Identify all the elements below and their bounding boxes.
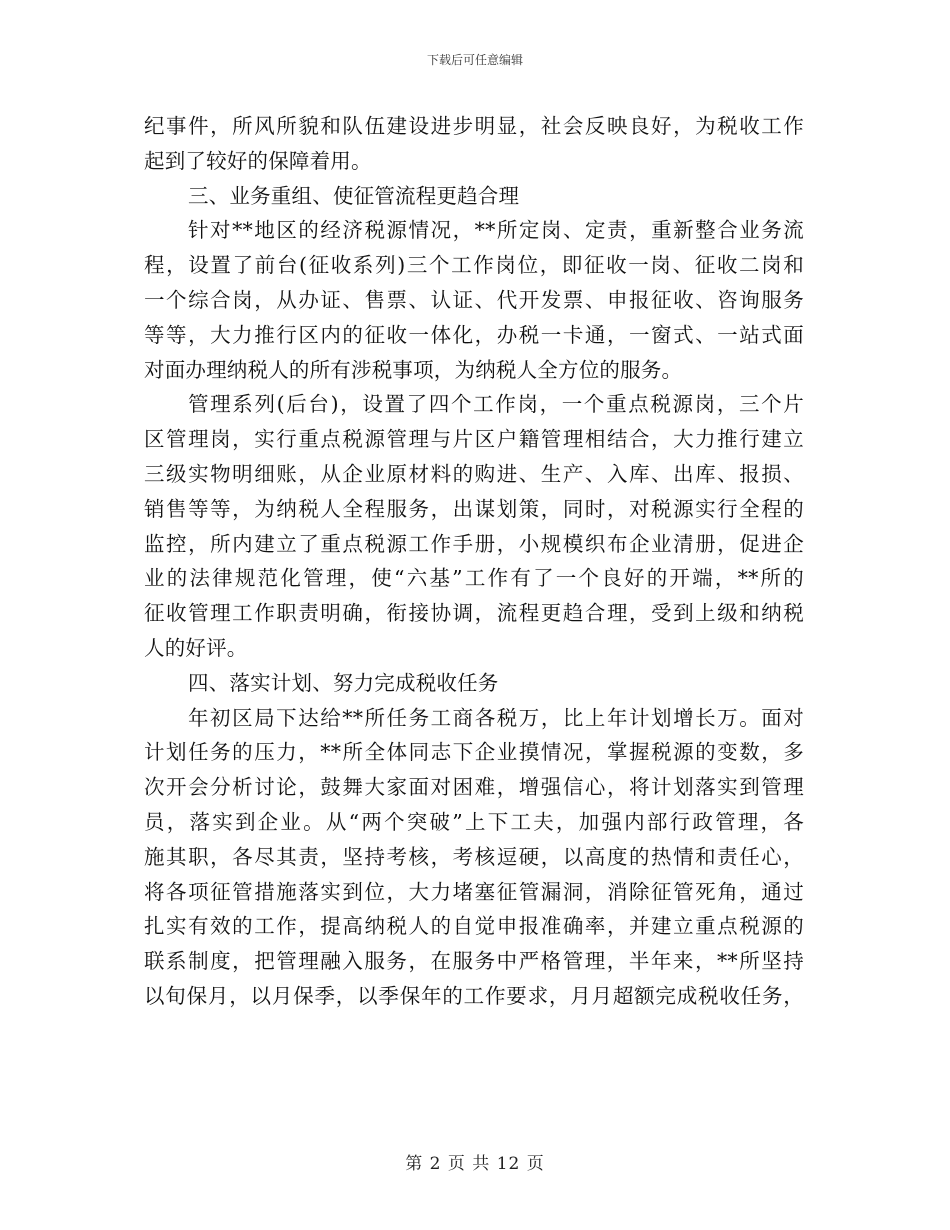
text-line: 员，落实到企业。从“两个突破”上下工夫，加强内部行政管理，各	[144, 809, 804, 834]
text-line: 人的好评。	[144, 635, 248, 660]
text-line: 以旬保月，以月保季，以季保年的工作要求，月月超额完成税收任务，	[144, 983, 804, 1008]
text-line: 起到了较好的保障着用。	[144, 148, 372, 173]
text-line: 销售等等，为纳税人全程服务，出谋划策，同时，对税源实行全程的	[144, 496, 804, 521]
text-line: 纪事件，所风所貌和队伍建设进步明显，社会反映良好，为税收工作	[144, 114, 804, 138]
text-line: 区管理岗，实行重点税源管理与片区户籍管理相结合，大力推行建立	[144, 427, 804, 452]
text-line: 征收管理工作职责明确，衔接协调，流程更趋合理，受到上级和纳税	[144, 601, 804, 626]
text-line: 年初区局下达给**所任务工商各税万，比上年计划增长万。面对	[188, 705, 804, 730]
text-line: 管理系列(后台)，设置了四个工作岗，一个重点税源岗，三个片	[188, 392, 804, 417]
text-line: 次开会分析讨论，鼓舞大家面对困难，增强信心，将计划落实到管理	[144, 775, 804, 800]
text-line: 联系制度，把管理融入服务，在服务中严格管理，半年来，**所坚持	[144, 949, 804, 974]
text-line: 三、业务重组、使征管流程更趋合理	[188, 183, 520, 208]
text-line: 计划任务的压力，**所全体同志下企业摸情况，掌握税源的变数，多	[144, 740, 804, 765]
text-line: 程，设置了前台(征收系列)三个工作岗位，即征收一岗、征收二岗和	[144, 253, 804, 278]
text-line: 等等，大力推行区内的征收一体化，办税一卡通，一窗式、一站式面	[144, 322, 804, 347]
text-line: 扎实有效的工作，提高纳税人的自觉申报准确率，并建立重点税源的	[144, 914, 804, 939]
page-footer: 第 2 页 共 12 页	[405, 1154, 545, 1174]
text-line: 将各项征管措施落实到位，大力堵塞征管漏洞，消除征管死角，通过	[144, 879, 804, 904]
text-line: 一个综合岗，从办证、售票、认证、代开发票、申报征收、咨询服务	[144, 287, 804, 312]
text-line: 业的法律规范化管理，使“六基”工作有了一个良好的开端，**所的	[144, 566, 804, 591]
page-header: 下载后可任意编辑	[426, 53, 523, 67]
text-line: 监控，所内建立了重点税源工作手册，小规模织布企业清册，促进企	[144, 531, 804, 556]
text-line: 三级实物明细账，从企业原材料的购进、生产、入库、出库、报损、	[144, 461, 804, 486]
document-body	[144, 109, 804, 1014]
text-line: 对面办理纳税人的所有涉税事项，为纳税人全方位的服务。	[144, 357, 683, 382]
text-line: 四、落实计划、努力完成税收任务	[188, 670, 499, 695]
text-line: 施其职，各尽其责，坚持考核，考核逗硬，以高度的热情和责任心，	[144, 844, 804, 869]
text-line: 针对**地区的经济税源情况，**所定岗、定责，重新整合业务流	[188, 218, 804, 243]
